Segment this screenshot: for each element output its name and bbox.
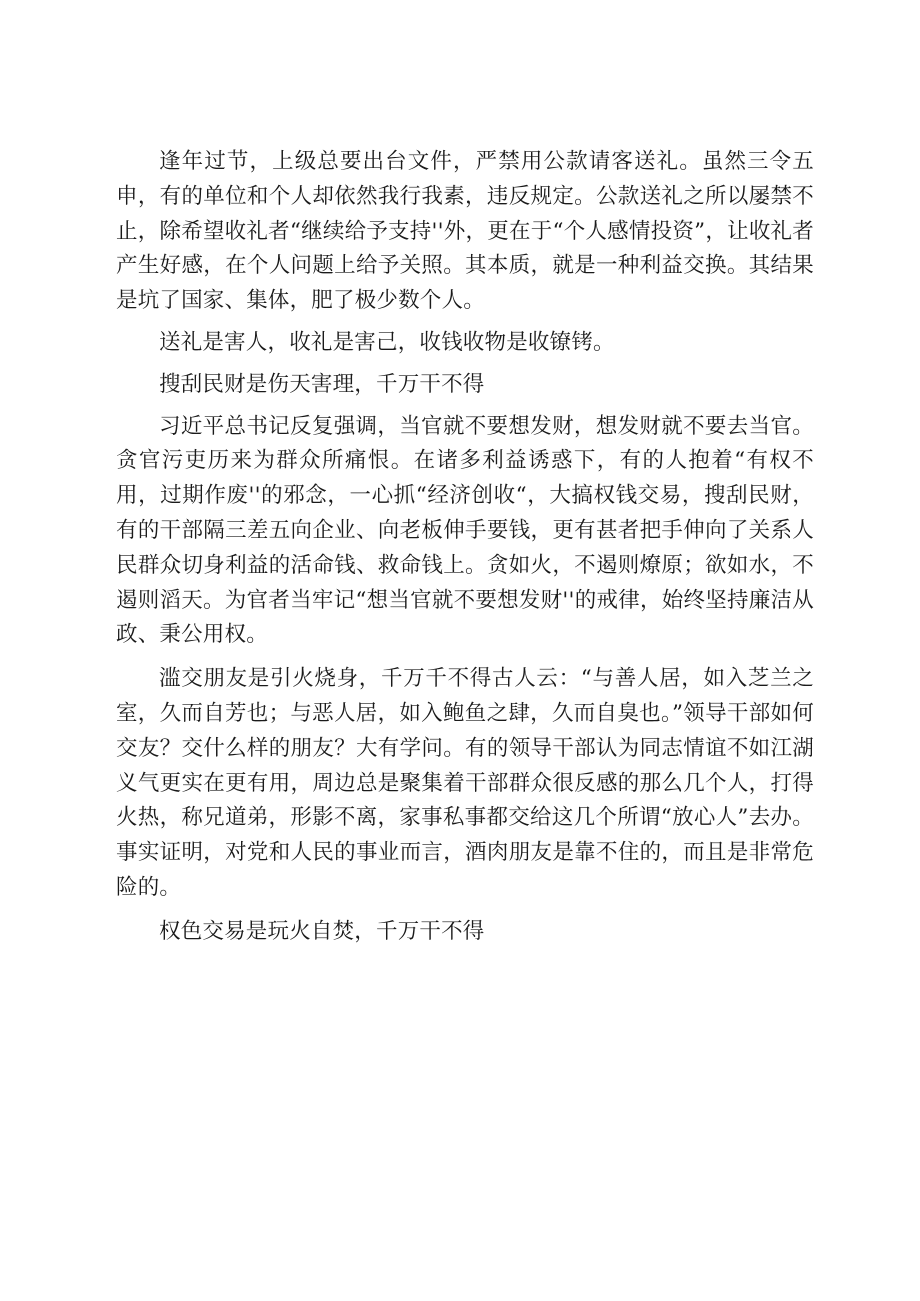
- paragraph-public-funds-gifts: 逢年过节，上级总要出台文件，严禁用公款请客送礼。虽然三令五申，有的单位和个人却依然我行我素，违反规定。公款送礼之所以屡禁不止，除希望收礼者“继续给予支持''外，更在于“个人感情投资”，让收礼者产生好感，在个人问题上给予关照。其本质，就是一种利益交换。其结果是坑了国家、集体，肥了极少数个人。: [116, 149, 814, 314]
- paragraph-no-wealth-as-official: 习近平总书记反复强调，当官就不要想发财，想发财就不要去当官。贪官污吏历来为群众所痛恨。在诸多利益诱惑下，有的人抱着“有权不用，过期作废''的邪念，一心抓“经济创收“，大搞权钱交易，搜刮民财，有的干部隔三差五向企业、向老板伸手要钱，更有甚者把手伸向了关系人民群众切身利益的活命钱、救命钱上。贪如火，不遏则燎原；欲如水，不遏则滔天。为官者当牢记“想当官就不要想发财''的戒律，始终坚持廉洁从政、秉公用权。: [116, 413, 814, 648]
- heading-extortion: 搜刮民财是伤天害理，千万干不得: [159, 371, 485, 397]
- document-body: [116, 145, 814, 950]
- paragraph-gift-harm: 送礼是害人，收礼是害己，收钱收物是收镣铐。: [159, 329, 615, 355]
- heading-power-sex-trade: 权色交易是玩火自焚，千万干不得: [159, 918, 485, 944]
- paragraph-choosing-friends: 滥交朋友是引火烧身，千万千不得古人云：“与善人居，如入芝兰之室，久而自芳也；与恶人居，如入鲍鱼之肆，久而自臭也。”领导干部如何交友？交什么样的朋友？大有学问。有的领导干部认为同志情谊不如江湖义气更实在更有用，周边总是聚集着干部群众很反感的那么几个人，打得火热，称兄道弟，形影不离，家事私事都交给这几个所谓“放心人”去办。事实证明，对党和人民的事业而言，酒肉朋友是靠不住的，而且是非常危险的。: [116, 666, 814, 900]
